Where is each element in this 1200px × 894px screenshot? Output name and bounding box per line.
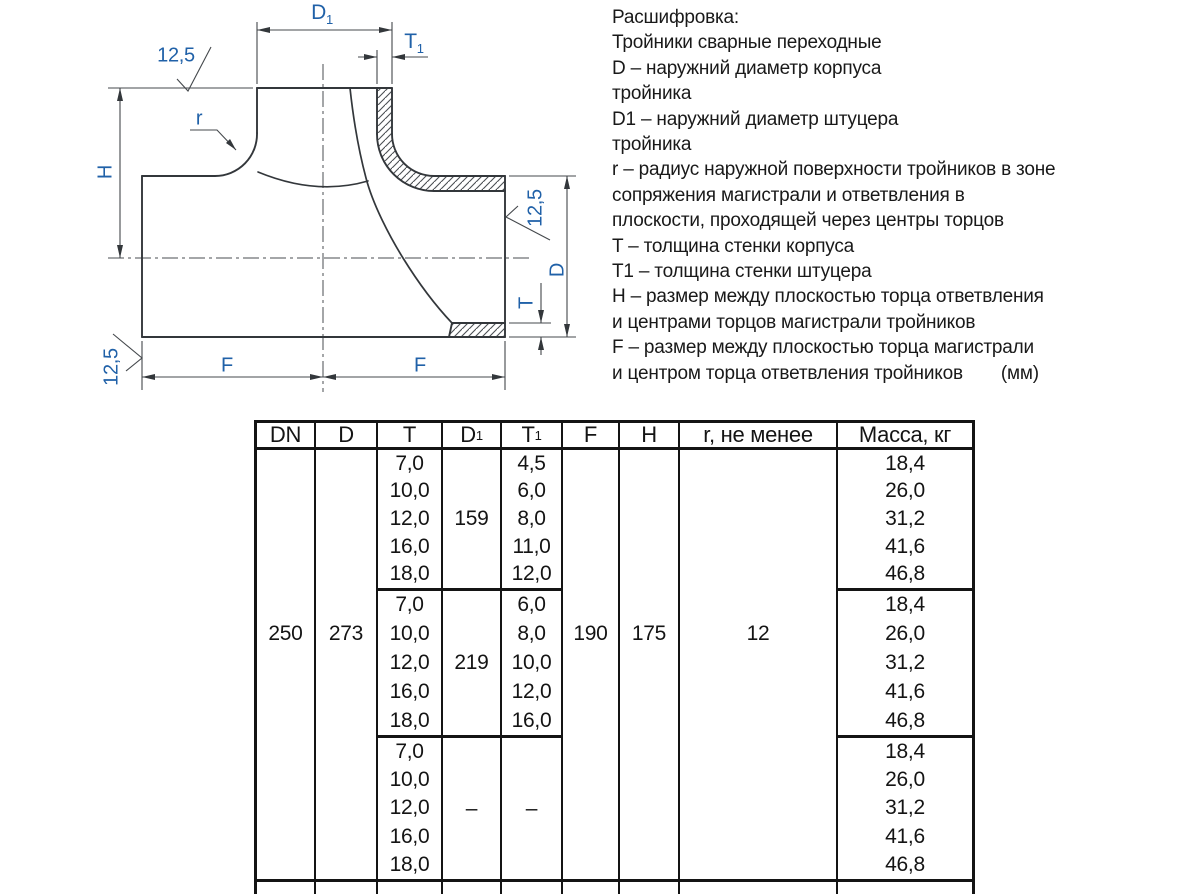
header-cell-dn: DN [257,423,316,450]
roughness-label-top: 12,5 [157,44,195,67]
cell-mass-block1 [837,450,972,591]
centerlines [108,64,532,392]
stub-cell [502,882,563,894]
value: 6,0 [517,479,546,503]
value: 41,6 [885,679,925,703]
cell-t1-block1 [502,450,563,591]
legend-line: T – толщина стенки корпуса [612,235,855,257]
value: 26,0 [885,768,925,792]
units-note: (мм) [1000,362,1039,384]
legend-line: D – наружний диаметр корпуса [612,57,882,79]
cell-d1-block2: 219 [443,591,502,738]
legend-line: и центром торца ответвления тройников (мм) [612,362,1039,384]
value: 8,0 [517,622,546,646]
legend-line: тройника [612,83,692,105]
roughness-label-bottom: 12,5 [100,348,123,386]
legend-line: H – размер между плоскостью торца ответвления [612,286,1044,308]
cell-t1-block3: – [502,738,563,879]
stub-cell [680,882,838,894]
value: 41,6 [885,534,925,558]
value: 18,0 [389,708,430,732]
legend-line: Тройники сварные переходные [612,32,882,54]
dim-label-f-left: F [221,354,233,377]
value: 26,0 [885,622,925,646]
value: 16,0 [389,679,430,703]
value: 18,0 [389,562,430,586]
table-cutoff-stub [254,882,975,894]
legend-line: D1 – наружний диаметр штуцера [612,108,899,130]
header-cell-mass: Масса, кг [838,423,972,450]
header-cell-t1: T 1 [502,423,563,450]
legend-line: и центрами торцов магистрали тройников [612,311,976,333]
cell-t-block2 [378,591,443,738]
value: 11,0 [512,534,551,558]
stub-cell [563,882,620,894]
value: 10,0 [389,479,430,503]
cell-f: 190 [563,450,620,879]
cell-d: 273 [316,450,378,879]
value: 46,8 [885,562,925,586]
value: 4,5 [517,451,546,475]
value: 7,0 [395,740,424,764]
radius-label: r [195,107,203,130]
value: 7,0 [395,451,424,475]
value: 18,4 [885,451,925,475]
value: 12,0 [389,506,430,530]
stub-cell [316,882,378,894]
value: 12,0 [389,650,430,674]
cell-t-block3 [378,738,443,879]
dim-label-h: H [94,164,117,180]
dim-label-t: T [515,297,538,309]
drawing-svg [0,0,600,418]
legend-line: T1 – толщина стенки штуцера [612,261,872,283]
value: 41,6 [885,824,925,848]
dim-label-d1: $D_1$ [311,0,333,28]
legend-line: r – радиус наружной поверхности тройников в зоне [612,159,1056,181]
cell-dn: 250 [257,450,316,879]
dim-label-f-right: F [414,354,426,377]
cell-h: 175 [620,450,680,879]
legend-line: плоскости, проходящей через центры торцов [612,210,1004,232]
legend-title: Расшифровка: [612,7,740,28]
value: 31,2 [885,650,925,674]
stub-cell [257,882,316,894]
stub-cell [443,882,502,894]
cell-t1-block2 [502,591,563,738]
cell-mass-block3 [837,738,972,879]
value: 10,0 [389,768,430,792]
value: 10,0 [511,650,552,674]
value: 12,0 [511,679,552,703]
stub-cell [838,882,972,894]
value: 46,8 [885,708,925,732]
value: 26,0 [885,479,925,503]
legend-line: F – размер между плоскостью торца магистрали [612,337,1034,359]
dim-label-d: D [546,262,569,278]
value: 16,0 [511,708,552,732]
value: 18,4 [885,593,925,617]
dim-label-t1: $T_1$ [404,29,424,57]
header-cell-t: T [378,423,443,450]
value: 6,0 [517,593,546,617]
roughness-label-right: 12,5 [524,189,547,227]
cell-d1-block1: 159 [443,450,502,591]
value: 10,0 [389,622,430,646]
legend [612,5,1198,386]
cell-r: 12 [680,450,838,879]
legend-line: тройника [612,134,692,156]
value: 18,4 [885,740,925,764]
header-cell-d1: D 1 [443,423,502,450]
value: 8,0 [517,506,546,530]
value: 7,0 [395,593,424,617]
value: 16,0 [389,534,430,558]
value: 31,2 [885,506,925,530]
hatch-sections [377,88,505,337]
cell-mass-block2 [837,591,972,738]
cell-d1-block3: – [443,738,502,879]
stub-cell [620,882,680,894]
header-cell-d: D [316,423,378,450]
header-cell-h: H [620,423,680,450]
legend-line: сопряжения магистрали и ответвления в [612,184,965,206]
value: 16,0 [389,824,430,848]
stub-cell [378,882,443,894]
value: 31,2 [885,796,925,820]
value: 12,0 [389,796,430,820]
value: 46,8 [885,852,925,876]
header-cell-f: F [563,423,620,450]
header-cell-r: r, не менее [680,423,838,450]
dimensions-table [254,420,975,882]
value: 12,0 [511,562,552,586]
value: 18,0 [389,852,430,876]
cell-t-block1 [378,450,443,591]
tee-technical-drawing [0,0,600,418]
